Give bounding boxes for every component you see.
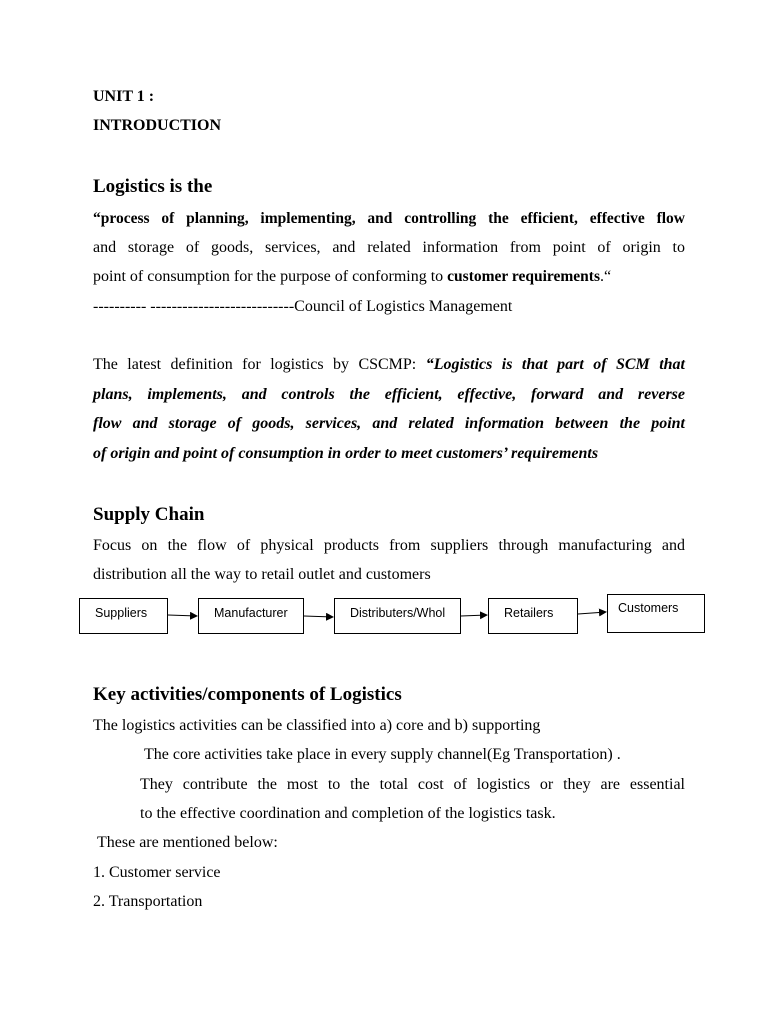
logistics-definition-line-3: point of consumption for the purpose of conforming to customer requirements.“ xyxy=(93,268,612,285)
key-activities-line-5: These are mentioned below: xyxy=(97,834,278,851)
logistics-heading: Logistics is the xyxy=(93,176,213,197)
list-item: 2. Transportation xyxy=(93,893,203,910)
key-activities-line-2: The core activities take place in every supply channel(Eg Transportation) . xyxy=(144,746,621,763)
flow-box-manufacturer: Manufacturer xyxy=(198,598,304,634)
cscmp-line-3: flow and storage of goods, services, and related information between the point xyxy=(93,415,685,432)
flow-box-retailers: Retailers xyxy=(488,598,578,634)
list-item: 1. Customer service xyxy=(93,864,221,881)
unit-title: INTRODUCTION xyxy=(93,117,222,134)
key-activities-line-4: to the effective coordination and completion of the logistics task. xyxy=(140,805,556,822)
arrow-manufacturer-to-distributers xyxy=(304,616,333,617)
flow-box-suppliers: Suppliers xyxy=(79,598,168,634)
arrow-retailers-to-customers xyxy=(578,612,606,614)
cscmp-line-4: of origin and point of consumption in order to meet customers’ requirements xyxy=(93,445,599,462)
logistics-attribution: ---------- ---------------------------Council of Logistics Management xyxy=(93,298,513,315)
key-activities-line-1: The logistics activities can be classified into a) core and b) supporting xyxy=(93,717,541,734)
supply-chain-heading: Supply Chain xyxy=(93,504,205,525)
flow-box-customers: Customers xyxy=(607,594,705,633)
unit-number: UNIT 1 : xyxy=(93,88,155,105)
logistics-definition-line-1: “process of planning, implementing, and controlling the efficient, effective flow xyxy=(93,210,685,227)
arrow-suppliers-to-manufacturer xyxy=(168,615,197,616)
logistics-definition-line-2: and storage of goods, services, and related information from point of origin to xyxy=(93,239,685,256)
cscmp-line-1: The latest definition for logistics by CSCMP: “Logistics is that part of SCM that xyxy=(93,356,685,373)
supply-chain-line-1: Focus on the flow of physical products from suppliers through manufacturing and xyxy=(93,537,685,554)
cscmp-line-2: plans, implements, and controls the efficient, effective, forward and reverse xyxy=(93,386,685,403)
arrow-distributers-to-retailers xyxy=(461,615,487,616)
key-activities-heading: Key activities/components of Logistics xyxy=(93,684,402,705)
key-activities-line-3: They contribute the most to the total cost of logistics or they are essential xyxy=(140,776,685,793)
flow-box-distributers: Distributers/Whol xyxy=(334,598,461,634)
supply-chain-line-2: distribution all the way to retail outlet and customers xyxy=(93,566,431,583)
